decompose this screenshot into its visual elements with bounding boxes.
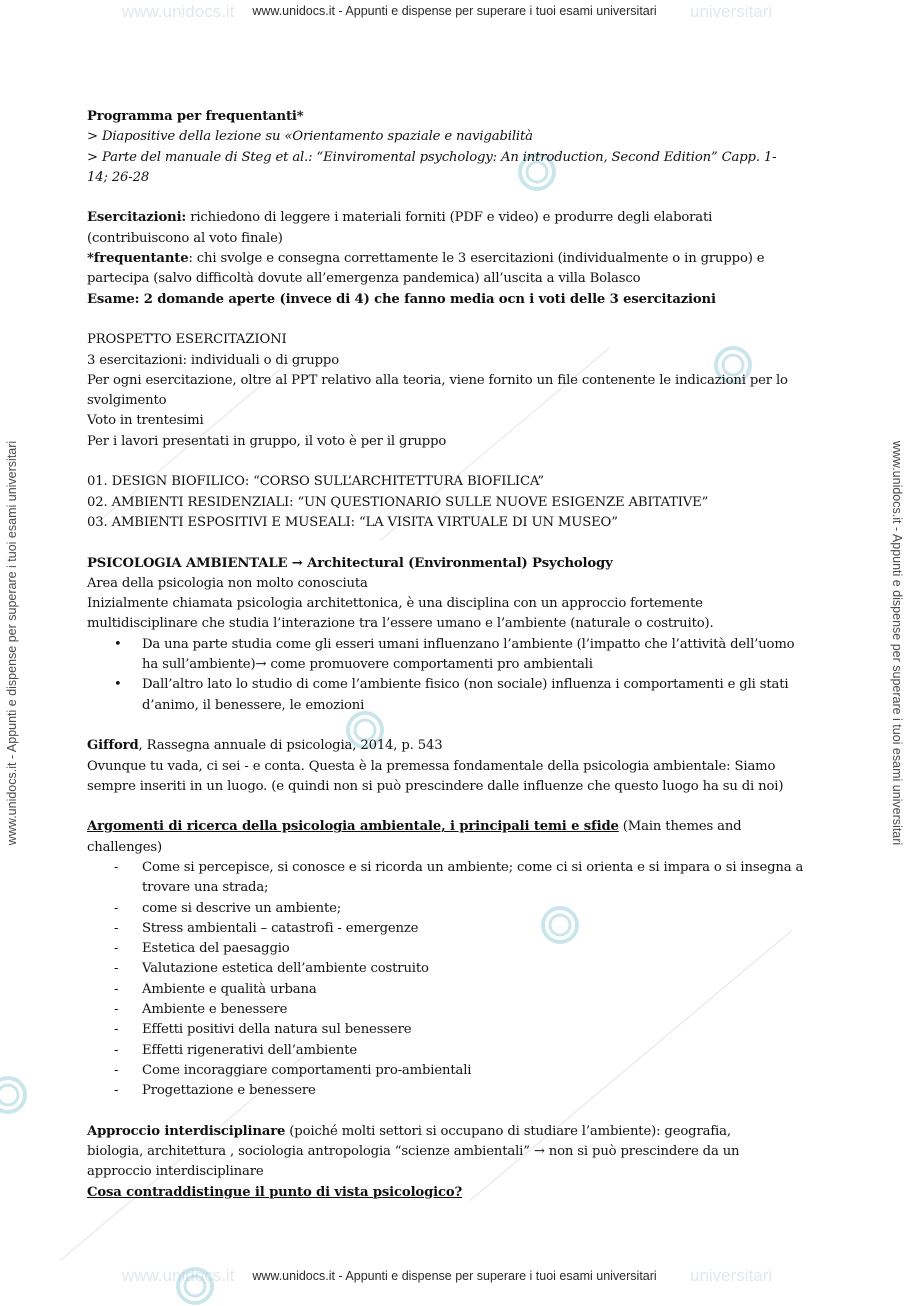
argomenti-suffix: (Main themes and — [618, 819, 742, 835]
list-item: - Estetica del paesaggio — [87, 939, 822, 959]
ghost-watermark-text: universitari — [690, 2, 773, 21]
ghost-watermark-text: www.unidocs.it — [122, 2, 235, 21]
prospetto-line: Per ogni esercitazione, oltre al PPT relativo alla teoria, viene fornito un file contenente le indicazioni per lo — [87, 372, 788, 388]
esercitazioni-section — [87, 208, 822, 309]
psicologia-line: Area della psicologia non molto conosciuta — [87, 575, 368, 591]
prospetto-line: svolgimento — [87, 393, 167, 409]
gifford-line: sempre inseriti in un luogo. (e quindi non si può prescindere dalle influenze che questo luogo ha su di noi) — [87, 778, 784, 794]
list-item — [87, 635, 822, 676]
list-item: - Come incoraggiare comportamenti pro-ambientali — [87, 1061, 822, 1081]
header-banner: www.unidocs.it - Appunti e dispense per superare i tuoi esami universitari — [252, 4, 657, 18]
footer-banner: www.unidocs.it - Appunti e dispense per superare i tuoi esami universitari — [252, 1269, 657, 1283]
approccio-text: approccio interdisciplinare — [87, 1164, 264, 1180]
gifford-section — [87, 736, 822, 797]
argomenti-list — [87, 858, 822, 1102]
list-item-line: Dall’altro lato lo studio di come l’ambiente fisico (non sociale) influenza i comportamenti e gli stati — [142, 677, 789, 693]
psicologia-bullet-list — [87, 635, 822, 716]
prospetto-line: Per i lavori presentati in gruppo, il voto è per il gruppo — [87, 433, 447, 449]
argomenti-suffix: challenges) — [87, 839, 162, 855]
esame-line: Esame: 2 domande aperte (invece di 4) che fanno media ocn i voti delle 3 esercitazioni — [87, 291, 716, 307]
prospetto-line: 3 esercitazioni: individuali o di gruppo — [87, 352, 339, 368]
ghost-watermark-text: universitari — [690, 1266, 773, 1285]
approccio-section — [87, 1122, 822, 1203]
approccio-text: (poiché molti settori si occupano di studiare l’ambiente): geografia, — [285, 1123, 731, 1139]
prospetto-section — [87, 330, 822, 533]
psicologia-line: Inizialmente chiamata psicologia architettonica, è una disciplina con un approccio fortemente — [87, 596, 703, 612]
psicologia-title: PSICOLOGIA AMBIENTALE → Architectural (Environmental) Psychology — [87, 555, 613, 571]
programma-title: Programma per frequentanti* — [87, 109, 304, 124]
list-item: - Progettazione e benessere — [87, 1081, 822, 1101]
ghost-watermark-text: www.unidocs.it — [122, 1266, 235, 1285]
list-item: - Stress ambientali – catastrofi - emergenze — [87, 919, 822, 939]
list-item: - Valutazione estetica dell’ambiente costruito — [87, 959, 822, 979]
list-item — [87, 858, 822, 899]
prospetto-item: 01. DESIGN BIOFILICO: “CORSO SULL’ARCHITETTURA BIOFILICA” — [87, 474, 544, 490]
list-item-line: Da una parte studia come gli esseri umani influenzano l’ambiente (l’impatto che l’attività dell’uomo — [142, 636, 795, 652]
frequentante-text: partecipa (salvo difficoltà dovute all’emergenza pandemica) all’uscita a villa Bolasco — [87, 271, 641, 287]
esercitazioni-text: richiedono di leggere i materiali forniti (PDF e video) e produrre degli elaborati — [186, 210, 713, 226]
question-heading: Cosa contraddistingue il punto di vista psicologico? — [87, 1184, 463, 1200]
gifford-name: Gifford — [87, 738, 139, 754]
approccio-label: Approccio interdisciplinare — [87, 1123, 286, 1139]
esercitazioni-label: Esercitazioni: — [87, 210, 187, 226]
prospetto-line: Voto in trentesimi — [87, 413, 204, 429]
prospetto-item: 03. AMBIENTI ESPOSITIVI E MUSEALI: “LA VISITA VIRTUALE DI UN MUSEO” — [87, 514, 618, 530]
frequentante-label: *frequentante — [87, 251, 189, 267]
document-body — [87, 107, 822, 1203]
programma-line: > Diapositive della lezione su «Orientamento spaziale e navigabilità — [87, 129, 533, 145]
list-item-line: Come si percepisce, si conosce e si ricorda un ambiente; come ci si orienta e si impara o si insegna a — [142, 859, 804, 875]
gifford-reference: , Rassegna annuale di psicologia, 2014, p. 543 — [138, 738, 443, 754]
psicologia-section — [87, 554, 822, 716]
gifford-line: Ovunque tu vada, ci sei - e conta. Questa è la premessa fondamentale della psicologia ambientale: Siamo — [87, 758, 776, 774]
frequentante-text: : chi svolge e consegna correttamente le 3 esercitazioni (individualmente o in gruppo) e — [188, 251, 765, 267]
list-item: - Ambiente e benessere — [87, 1000, 822, 1020]
argomenti-title: Argomenti di ricerca della psicologia ambientale, i principali temi e sfide — [87, 819, 619, 835]
list-item: - come si descrive un ambiente; — [87, 899, 822, 919]
approccio-text: biologia, architettura , sociologia antropologia “scienze ambientali” → non si può prescindere da un — [87, 1144, 740, 1160]
list-item: - Effetti positivi della natura sul benessere — [87, 1020, 822, 1040]
programma-line: 14; 26-28 — [87, 169, 150, 185]
list-item — [87, 675, 822, 716]
prospetto-title: PROSPETTO ESERCITAZIONI — [87, 332, 287, 348]
list-item: - Ambiente e qualità urbana — [87, 980, 822, 1000]
list-item-line: ha sull’ambiente)→ come promuovere comportamenti pro ambientali — [142, 657, 593, 673]
unidocs-logo-watermark-icon — [0, 1075, 28, 1115]
side-banner-right: www.unidocs.it - Appunti e dispense per superare i tuoi esami universitari — [890, 440, 904, 846]
list-item-line: d’animo, il benessere, le emozioni — [142, 697, 365, 713]
side-banner-left: www.unidocs.it - Appunti e dispense per superare i tuoi esami universitari — [5, 440, 19, 846]
programma-section — [87, 107, 822, 188]
list-item-line: trovare una strada; — [142, 880, 269, 896]
argomenti-section — [87, 817, 822, 1101]
esercitazioni-text: (contribuiscono al voto finale) — [87, 230, 283, 246]
list-item: - Effetti rigenerativi dell’ambiente — [87, 1041, 822, 1061]
psicologia-line: multidisciplinare che studia l’interazione tra l’essere umano e l’ambiente (naturale o costruito). — [87, 616, 714, 632]
prospetto-item: 02. AMBIENTI RESIDENZIALI: “UN QUESTIONARIO SULLE NUOVE ESIGENZE ABITATIVE” — [87, 494, 709, 510]
programma-line: > Parte del manuale di Steg et al.: “Einviromental psychology: An introduction, Second Edition” Capp. 1- — [87, 149, 777, 165]
